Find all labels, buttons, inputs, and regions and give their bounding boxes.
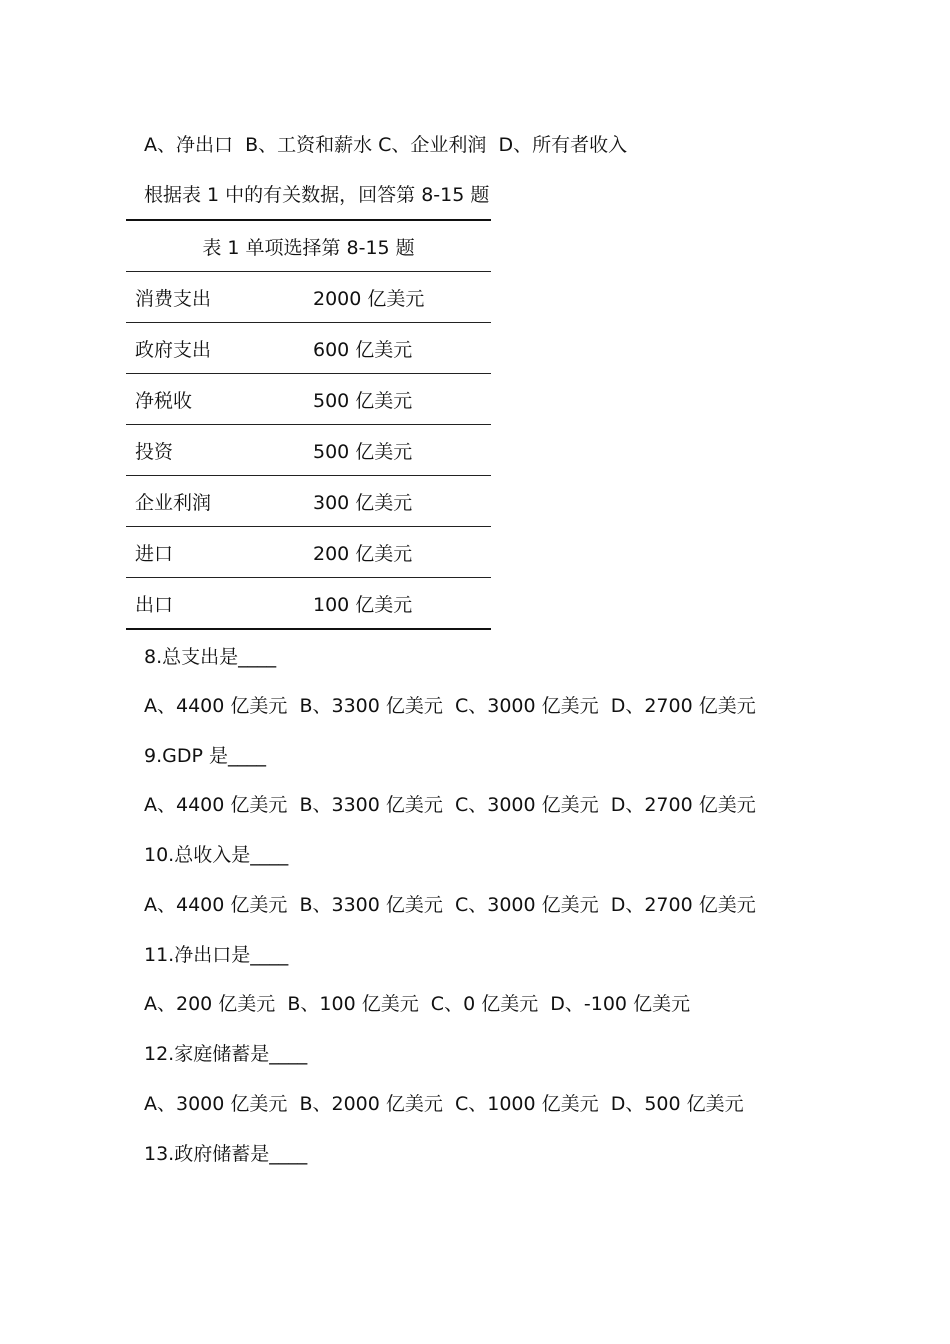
table-row [126, 425, 491, 476]
table-cell-value: 300 亿美元 [313, 476, 491, 527]
question-10-options: A、4400 亿美元 B、3300 亿美元 C、3000 亿美元 D、2700 亿美元 [144, 894, 756, 916]
table-row [126, 476, 491, 527]
table-cell-value: 500 亿美元 [313, 425, 491, 476]
data-table [126, 219, 491, 630]
table-row [126, 578, 491, 630]
table-cell-item: 净税收 [126, 374, 313, 425]
table-row [126, 374, 491, 425]
question-13-stem: 13.政府储蓄是____ [144, 1143, 308, 1165]
table-intro: 根据表 1 中的有关数据，回答第 8-15 题 [144, 184, 490, 206]
question-12-options: A、3000 亿美元 B、2000 亿美元 C、1000 亿美元 D、500 亿美元 [144, 1093, 744, 1115]
question-10-stem: 10.总收入是____ [144, 844, 289, 866]
table-cell-item: 政府支出 [126, 323, 313, 374]
table-title: 表 1 单项选择第 8-15 题 [126, 220, 491, 272]
table-row [126, 272, 491, 323]
table-cell-item: 投资 [126, 425, 313, 476]
table-cell-item: 企业利润 [126, 476, 313, 527]
question-8-stem: 8.总支出是____ [144, 646, 277, 668]
table-cell-item: 出口 [126, 578, 313, 630]
question-8-options: A、4400 亿美元 B、3300 亿美元 C、3000 亿美元 D、2700 亿美元 [144, 695, 756, 717]
question-11-options: A、200 亿美元 B、100 亿美元 C、0 亿美元 D、-100 亿美元 [144, 993, 691, 1015]
table-row [126, 527, 491, 578]
table-cell-value: 200 亿美元 [313, 527, 491, 578]
table-row [126, 323, 491, 374]
question-9-stem: 9.GDP 是____ [144, 745, 266, 767]
q7-options: A、净出口 B、工资和薪水 C、企业利润 D、所有者收入 [144, 134, 628, 156]
table-title-row [126, 220, 491, 272]
question-12-stem: 12.家庭储蓄是____ [144, 1043, 308, 1065]
table-cell-item: 消费支出 [126, 272, 313, 323]
table-cell-value: 500 亿美元 [313, 374, 491, 425]
table-cell-item: 进口 [126, 527, 313, 578]
question-11-stem: 11.净出口是____ [144, 944, 289, 966]
table-cell-value: 2000 亿美元 [313, 272, 491, 323]
table-cell-value: 600 亿美元 [313, 323, 491, 374]
table-cell-value: 100 亿美元 [313, 578, 491, 630]
question-9-options: A、4400 亿美元 B、3300 亿美元 C、3000 亿美元 D、2700 亿美元 [144, 794, 756, 816]
